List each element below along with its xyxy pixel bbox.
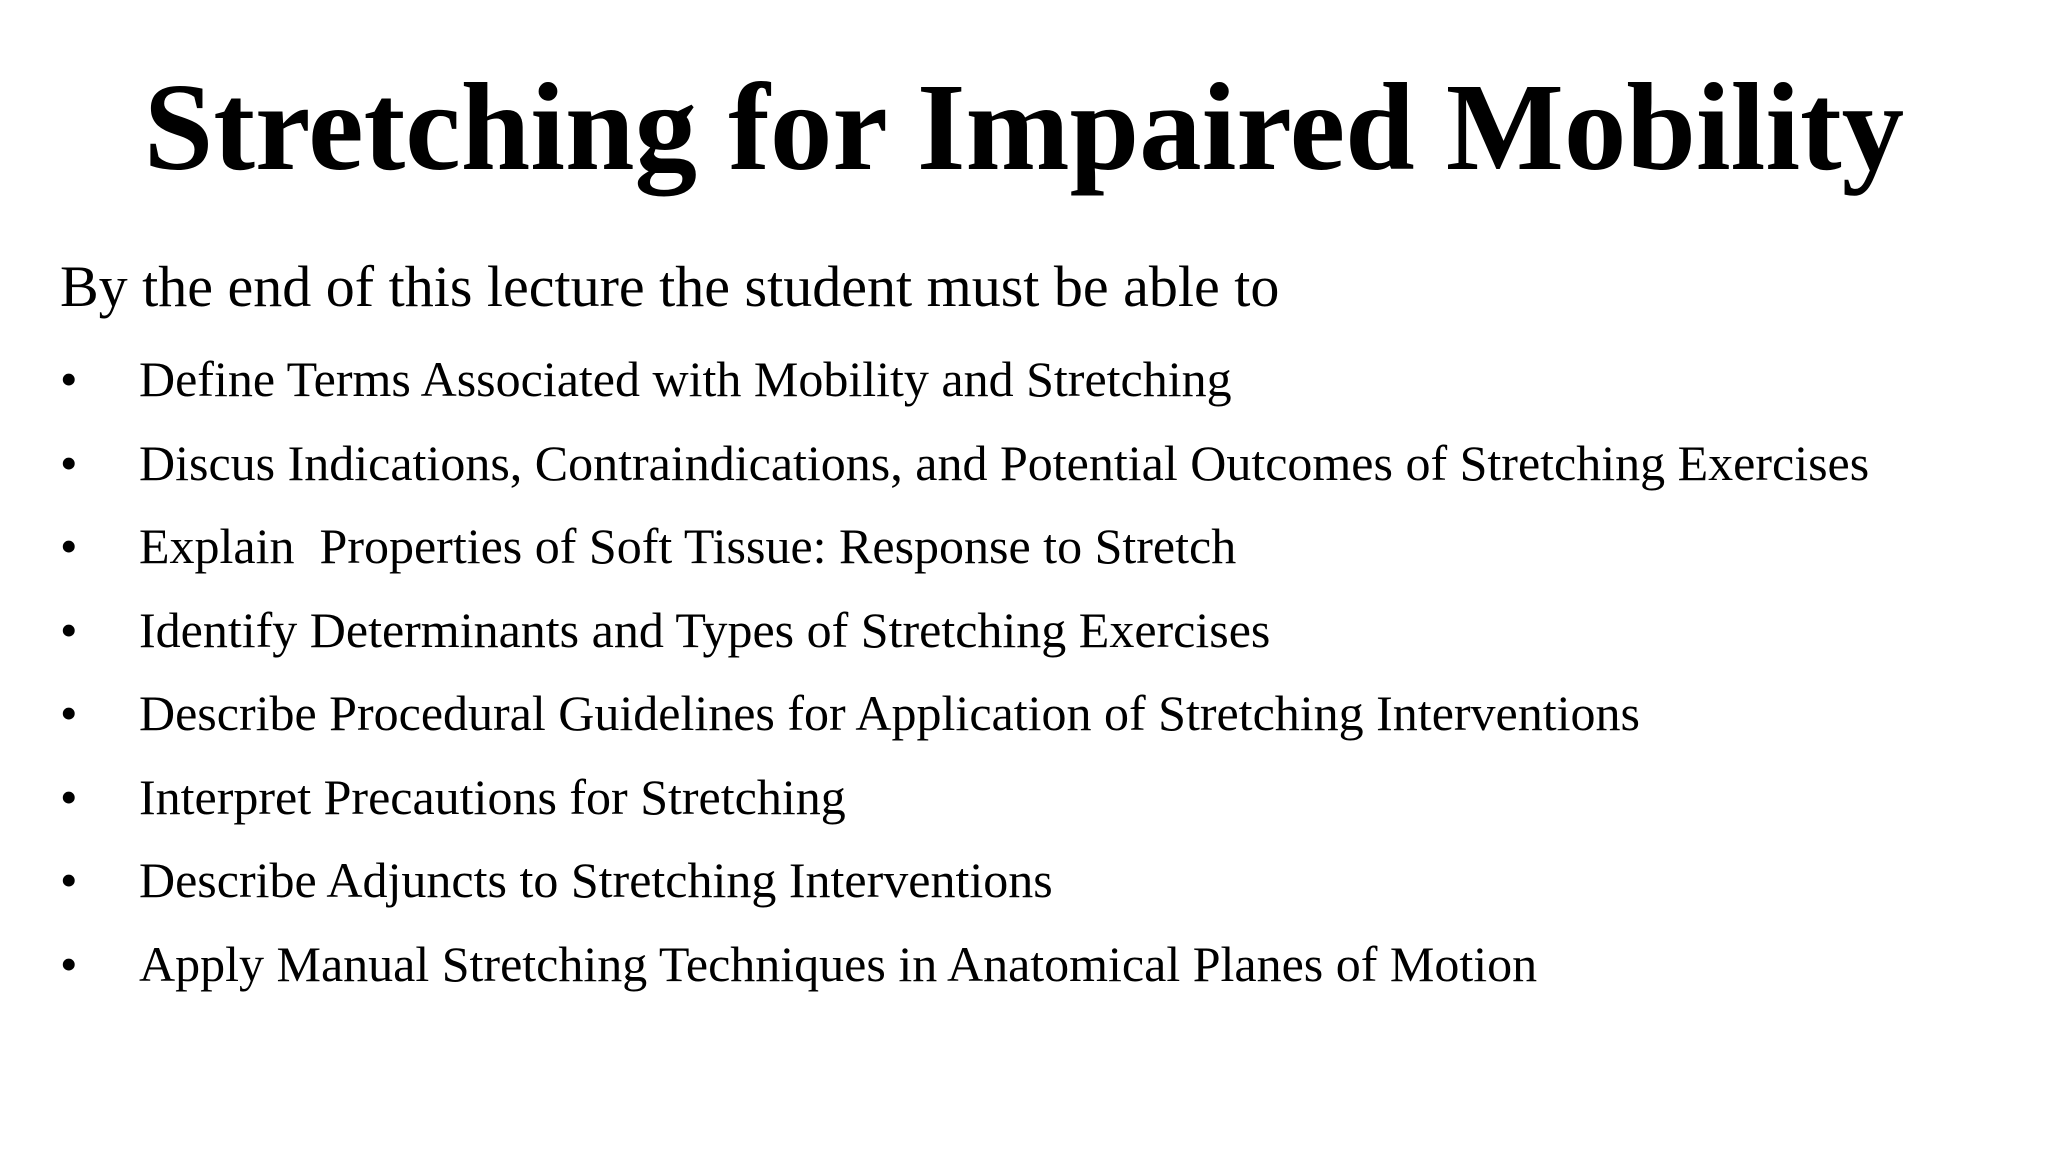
objective-item: [0, 344, 2048, 428]
objective-item: [0, 929, 2048, 1013]
objective-text: Describe Procedural Guidelines for Application of Stretching Interventions: [139, 685, 1640, 741]
bullet-icon: •: [60, 434, 78, 491]
objective-text: Apply Manual Stretching Techniques in Anatomical Planes of Motion: [139, 935, 1538, 992]
objective-text: Interpret Precautions for Stretching: [139, 768, 846, 825]
objective-text: Discus Indications, Contraindications, and Potential Outcomes of Stretching Exercises: [139, 434, 1870, 491]
bullet-icon: •: [60, 685, 78, 741]
intro-text: By the end of this lecture the student must be able to: [60, 254, 1280, 319]
bullet-icon: •: [60, 768, 78, 825]
objective-item: [0, 678, 2048, 762]
bullet-icon: •: [60, 351, 78, 407]
objective-item: [0, 762, 2048, 846]
bullet-icon: •: [60, 852, 78, 908]
bullet-icon: •: [60, 601, 78, 658]
objective-text: Describe Adjuncts to Stretching Interventions: [139, 852, 1053, 908]
slide-title: Stretching for Impaired Mobility: [143, 59, 1905, 197]
objective-text: Explain Properties of Soft Tissue: Response to Stretch: [139, 518, 1237, 574]
objective-text: Define Terms Associated with Mobility and Stretching: [139, 351, 1232, 407]
objective-text: Identify Determinants and Types of Stretching Exercises: [139, 601, 1271, 658]
objectives-list: [0, 344, 2048, 1012]
objective-item: [0, 595, 2048, 679]
objective-item: [0, 845, 2048, 929]
objective-item: [0, 511, 2048, 595]
bullet-icon: •: [60, 518, 78, 574]
objective-item: [0, 428, 2048, 512]
bullet-icon: •: [60, 935, 78, 992]
